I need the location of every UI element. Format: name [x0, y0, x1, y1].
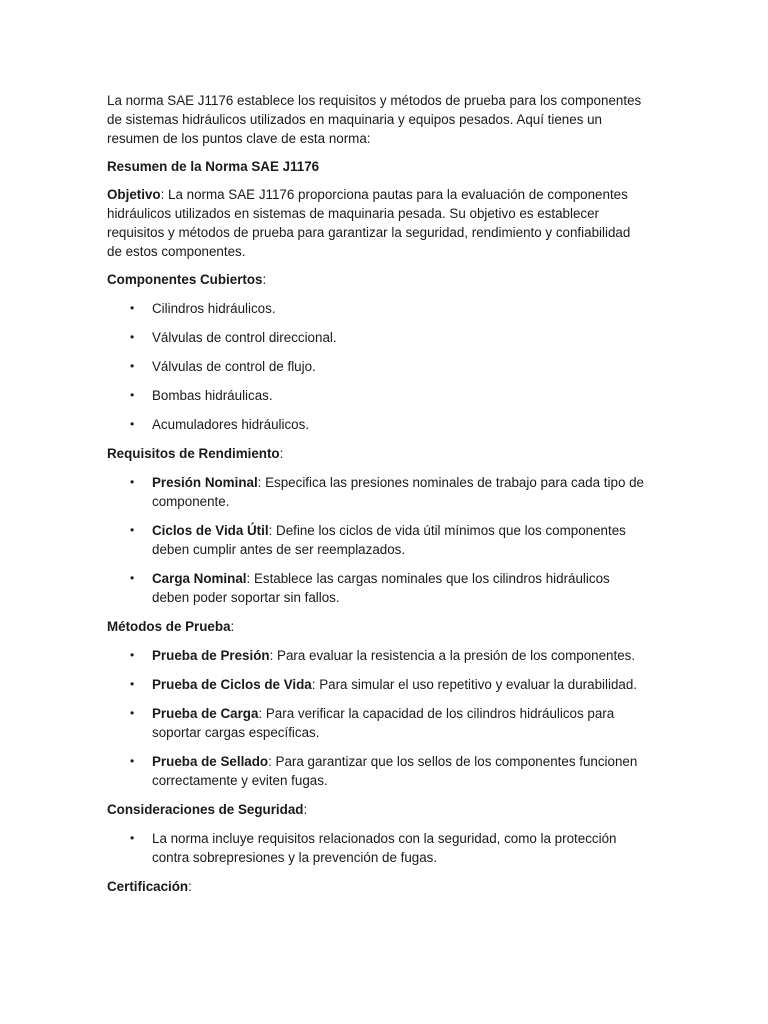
safety-colon: : [303, 802, 308, 817]
safety-label: Consideraciones de Seguridad [107, 802, 304, 817]
safety-list [107, 829, 648, 867]
bullet-icon: • [130, 571, 135, 585]
list-item-text: : Para evaluar la resistencia a la presión de los componentes. [269, 648, 636, 663]
list-item-text: Acumuladores hidráulicos. [152, 417, 310, 432]
methods-label: Métodos de Prueba [107, 619, 231, 634]
list-item-term: Presión Nominal [152, 475, 258, 490]
list-item-text: : Establece las cargas nominales que los cilindros hidráulicos deben poder soportar sin fallos. [152, 571, 610, 605]
list-item-text: : Para simular el uso repetitivo y evaluar la durabilidad. [311, 677, 638, 692]
intro-paragraph: La norma SAE J1176 establece los requisitos y métodos de prueba para los componentes de sistemas hidráulicos utilizados en maquinaria y equipos pesados. Aquí tienes un resumen de los puntos clave de esta norma: [107, 93, 642, 146]
bullet-icon: • [130, 301, 135, 315]
objective-paragraph [107, 185, 648, 261]
bullet-icon: • [130, 330, 135, 344]
performance-label: Requisitos de Rendimiento [107, 446, 280, 461]
bullet-icon: • [130, 754, 135, 768]
certification-heading [107, 877, 648, 896]
list-item-text: Cilindros hidráulicos. [152, 301, 276, 316]
list-item [107, 299, 648, 318]
list-item [107, 415, 648, 434]
list-item-term: Ciclos de Vida Útil [152, 523, 269, 538]
performance-colon: : [279, 446, 284, 461]
list-item [107, 357, 648, 376]
list-item [107, 386, 648, 405]
list-item-text: : Para verificar la capacidad de los cilindros hidráulicos para soportar cargas específicas. [152, 706, 615, 740]
list-item-term: Prueba de Ciclos de Vida [152, 677, 312, 692]
list-item-text: Bombas hidráulicas. [152, 388, 273, 403]
bullet-icon: • [130, 359, 135, 373]
components-heading [107, 270, 648, 289]
summary-title: Resumen de la Norma SAE J1176 [107, 159, 320, 174]
performance-heading [107, 444, 648, 463]
bullet-icon: • [130, 706, 135, 720]
methods-heading [107, 617, 648, 636]
certification-label: Certificación [107, 879, 189, 894]
list-item [107, 521, 648, 559]
bullet-icon: • [130, 388, 135, 402]
list-item-term: Prueba de Sellado [152, 754, 269, 769]
list-item-term: Carga Nominal [152, 571, 247, 586]
performance-list [107, 473, 648, 607]
bullet-icon: • [130, 831, 135, 845]
list-item-term: Prueba de Carga [152, 706, 259, 721]
bullet-icon: • [130, 475, 135, 489]
list-item [107, 473, 648, 511]
components-colon: : [262, 272, 267, 287]
list-item-text: : Especifica las presiones nominales de trabajo para cada tipo de componente. [152, 475, 644, 509]
objective-text: : La norma SAE J1176 proporciona pautas para la evaluación de componentes hidráulicos utilizados en sistemas de maquinaria pesada. Su objetivo es establecer requisitos y métodos de prueba para garantizar la seguridad, rendimiento y confiabilidad de estos componentes. [107, 187, 631, 259]
list-item [107, 675, 648, 694]
bullet-icon: • [130, 417, 135, 431]
components-label: Componentes Cubiertos [107, 272, 263, 287]
list-item-text: : Para garantizar que los sellos de los componentes funcionen correctamente y eviten fugas. [152, 754, 638, 788]
bullet-icon: • [130, 677, 135, 691]
list-item [107, 829, 648, 867]
bullet-icon: • [130, 648, 135, 662]
list-item [107, 752, 648, 790]
certification-colon: : [188, 879, 192, 894]
list-item [107, 328, 648, 347]
list-item-text: : Define los ciclos de vida útil mínimos que los componentes deben cumplir antes de ser reemplazados. [152, 523, 626, 557]
list-item [107, 569, 648, 607]
list-item-text: Válvulas de control direccional. [152, 330, 337, 345]
list-item-text: La norma incluye requisitos relacionados con la seguridad, como la protección contra sobrepresiones y la prevención de fugas. [152, 831, 617, 865]
safety-heading [107, 800, 648, 819]
list-item-text: Válvulas de control de flujo. [152, 359, 316, 374]
list-item [107, 704, 648, 742]
list-item [107, 646, 648, 665]
bullet-icon: • [130, 523, 135, 537]
objective-label: Objetivo [107, 187, 161, 202]
methods-list [107, 646, 648, 790]
components-list [107, 299, 648, 434]
methods-colon: : [230, 619, 235, 634]
list-item-term: Prueba de Presión [152, 648, 270, 663]
